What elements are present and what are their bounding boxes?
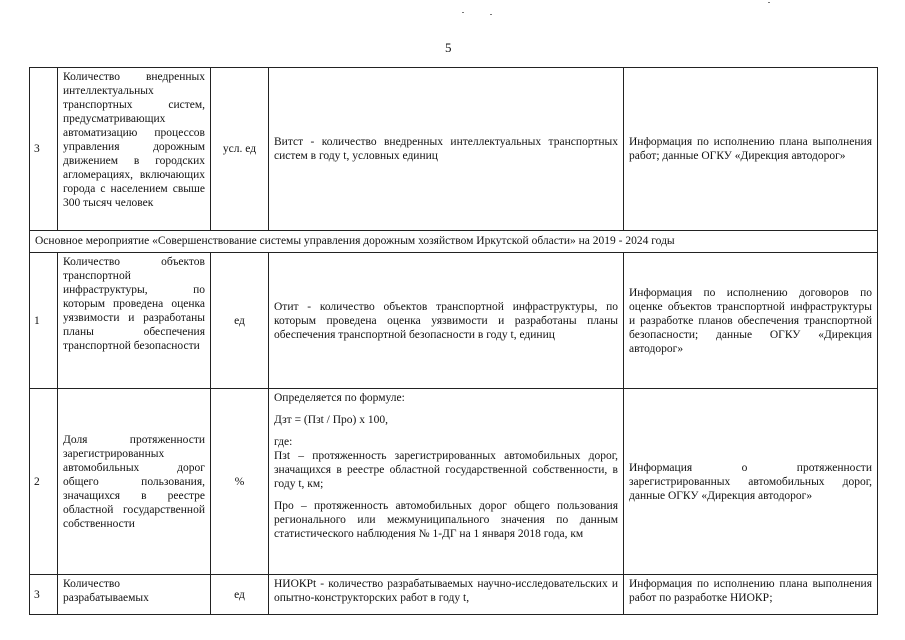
unit-of-measure: усл. ед xyxy=(211,68,269,231)
formula-description: Витст - количество внедренных интеллектуальных транспортных систем в году t, условных единиц xyxy=(269,68,624,231)
formula-equation: Дзт = (Пзt / Про) х 100, xyxy=(274,414,389,426)
section-heading-row xyxy=(30,231,878,253)
row-number: 3 xyxy=(30,575,58,615)
data-source: Информация по исполнению договоров по оценке объектов транспортной инфраструктуры и разработке планов обеспечения транспортной безопасности; данные ОГКУ «Дирекция автодорог» xyxy=(624,253,878,389)
table-row xyxy=(30,575,878,615)
formula-where: где: xyxy=(274,436,293,448)
formula-description: Отит - количество объектов транспортной инфраструктуры, по которым проведена оценка уязвимости и разработаны планы обеспечения транспортной безопасности в году t, единиц xyxy=(269,253,624,389)
formula-description: НИОКРt - количество разрабатываемых научно-исследовательских и опытно-конструкторских работ в году t, xyxy=(269,575,624,615)
section-heading: Основное мероприятие «Совершенствование системы управления дорожным хозяйством Иркутской области» на 2019 - 2024 годы xyxy=(30,231,878,253)
scan-speck xyxy=(768,2,770,3)
data-source: Информация по исполнению плана выполнения работ по разработке НИОКР; xyxy=(624,575,878,615)
indicator-name: Доля протяженности зарегистрированных автомобильных дорог общего пользования, значащихся в реестре областной государственной собственности xyxy=(58,389,211,575)
table-row xyxy=(30,253,878,389)
formula-definition-1: Пзt – протяженность зарегистрированных автомобильных дорог, значащихся в реестре областной государственной собственности, в году t, км; xyxy=(274,450,618,490)
row-number: 1 xyxy=(30,253,58,389)
page-number: 5 xyxy=(445,40,452,55)
data-source: Информация о протяженности зарегистрированных автомобильных дорог, данные ОГКУ «Дирекция автодорог» xyxy=(624,389,878,575)
data-source: Информация по исполнению плана выполнения работ; данные ОГКУ «Дирекция автодорог» xyxy=(624,68,878,231)
unit-of-measure: ед xyxy=(211,575,269,615)
table-row xyxy=(30,68,878,231)
indicators-table xyxy=(29,67,878,615)
unit-of-measure: % xyxy=(211,389,269,575)
table-row xyxy=(30,389,878,575)
indicator-name: Количество внедренных интеллектуальных транспортных систем, предусматривающих автоматизацию процессов управления дорожным движением в городских агломерациях, включающих города с населением свыше 300 тысяч человек xyxy=(58,68,211,231)
formula-intro: Определяется по формуле: xyxy=(274,392,405,404)
scan-speck xyxy=(490,14,492,15)
formula-definition-2: Про – протяженность автомобильных дорог общего пользования регионального или межмуниципального значения по данным статистического наблюдения № 1-ДГ на 1 января 2018 года, км xyxy=(274,500,618,540)
row-number: 3 xyxy=(30,68,58,231)
unit-of-measure: ед xyxy=(211,253,269,389)
scan-speck xyxy=(462,12,464,13)
indicator-name: Количество объектов транспортной инфраструктуры, по которым проведена оценка уязвимости и разработаны планы обеспечения транспортной безопасности xyxy=(58,253,211,389)
row-number: 2 xyxy=(30,389,58,575)
indicator-name: Количество разрабатываемых xyxy=(58,575,211,615)
formula-description xyxy=(269,389,624,575)
